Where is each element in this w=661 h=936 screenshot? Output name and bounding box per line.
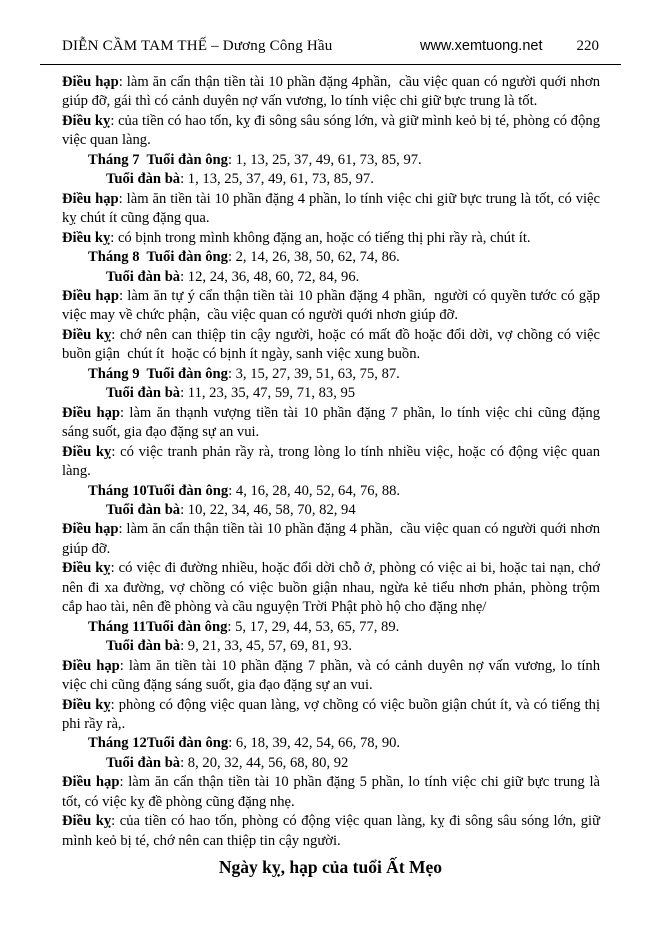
paragraph-text: : 1, 13, 25, 37, 49, 61, 73, 85, 97. (227, 151, 422, 168)
paragraph-text: : làm ăn cẩn thận tiền tài 10 phần đặng 4phần, cầu việc quan có người quới nhơn giúp đỡ, gái thì có cảnh duyên nợ vấn vương, lo tính việc chi giữ bực trung là tốt. (62, 74, 604, 110)
paragraph-text: : 8, 20, 32, 44, 56, 68, 80, 92 (180, 754, 349, 771)
paragraph-label: Tuổi đàn bà (106, 638, 181, 655)
paragraph-text: : 12, 24, 36, 48, 60, 72, 84, 96. (180, 268, 360, 285)
header-divider (40, 64, 621, 65)
paragraph-text: : của tiền có hao tốn, kỵ đi sông sâu sóng lớn, và giữ mình keỏ bị té, phòng có động việc quan làng. (62, 112, 604, 149)
entry-paragraph (62, 773, 604, 812)
paragraph-label: Tuổi đàn bà (106, 268, 181, 285)
paragraph-text: : 6, 18, 39, 42, 54, 66, 78, 90. (228, 735, 401, 752)
paragraph-label: Điều hạp (62, 657, 120, 674)
entry-paragraph (62, 112, 604, 151)
paragraph-label: Điều kỵ (62, 229, 111, 246)
paragraph-text: : 2, 14, 26, 38, 50, 62, 74, 86. (227, 249, 400, 266)
paragraph-label: Điều hạp (62, 404, 121, 421)
paragraph-label: Điều hạp (62, 190, 119, 207)
entry-paragraph (62, 559, 604, 617)
paragraph-label: Tháng 8 Tuổi đàn ông (88, 249, 228, 266)
paragraph-text: : làm ăn tiền tài 10 phần đặng 7 phần, và có cảnh duyên nợ vấn vương, lo tính việc chi cũng đặng sáng suốt, gia đạo đặng sự an vui. (62, 657, 604, 694)
paragraph-label: Điều kỵ (62, 560, 111, 577)
entry-paragraph (62, 287, 604, 326)
paragraph-label: Tháng 7 Tuổi đàn ông (88, 151, 228, 168)
female-ages-line (62, 268, 600, 287)
paragraph-label: Tháng 11Tuổi đàn ông (88, 618, 228, 635)
female-ages-line (62, 384, 600, 403)
page-number: 220 (576, 38, 599, 54)
paragraph-label: Điều kỵ (62, 813, 112, 830)
paragraph-label: Điều hạp (62, 287, 119, 304)
book-title: DIỄN CẦM TAM THẾ – Dương Công Hầu (62, 38, 333, 54)
paragraph-text: : có việc đi đường nhiều, hoặc đổi dời chỗ ở, phòng có việc ai bi, hoặc tai nạn, chớ nên đi xa đường, vợ chồng có việc buồn giận nhau, ngừa kẻ tiểu nhơn phản, phòng trộm cắp hao tài, nên đề phòng và cầu nguyện Trời Phật phò hộ cho đặng nhẹ/ (62, 560, 604, 616)
month-ages-line (62, 365, 600, 384)
entry-paragraph (62, 657, 604, 696)
paragraph-label: Tuổi đàn bà (106, 385, 181, 402)
paragraph-text: : 4, 16, 28, 40, 52, 64, 76, 88. (228, 482, 401, 499)
paragraph-text: : chớ nên can thiệp tin cậy người, hoặc có mất đồ hoặc đổi dời, vợ chồng có việc buồn giận chút ít hoặc có bịnh ít ngày, sanh việc xung buồn. (62, 326, 604, 363)
paragraph-label: Tháng 10Tuổi đàn ông (88, 482, 229, 499)
paragraph-label: Điều kỵ (62, 112, 111, 129)
paragraph-text: : 5, 17, 29, 44, 53, 65, 77, 89. (227, 618, 400, 635)
paragraph-text: : làm ăn cẩn thận tiền tài 10 phần đặng 5 phần, lo tính việc chi giữ bực trung là tốt, có việc kỵ đề phòng cũng đặng nhẹ. (62, 774, 604, 810)
paragraph-label: Tháng 9 Tuổi đàn ông (88, 365, 228, 382)
paragraph-text: : làm ăn tiền tài 10 phần đặng 4 phần, lo tính việc chi giữ bực trung là tốt, có việc kỵ chút ít cũng đặng qua. (62, 190, 604, 227)
closing-section-heading: Ngày kỵ, hạp của tuổi Ất Mẹo (218, 857, 443, 878)
paragraph-text: : làm ăn cẩn thận tiền tài 10 phần đặng 4 phần, cầu việc quan có người quới nhơn giúp đỡ. (62, 521, 604, 557)
paragraph-label: Điều hạp (62, 74, 119, 90)
entry-paragraph (62, 812, 604, 851)
entry-paragraph (62, 696, 604, 735)
paragraph-text: : 3, 15, 27, 39, 51, 63, 75, 87. (227, 365, 400, 382)
entry-paragraph (62, 229, 600, 248)
female-ages-line (62, 501, 600, 520)
paragraph-text: : 11, 23, 35, 47, 59, 71, 83, 95 (180, 385, 356, 402)
paragraph-text: : 1, 13, 25, 37, 49, 61, 73, 85, 97. (180, 171, 374, 188)
paragraph-text: : của tiền có hao tốn, phòng có động việc quan làng, kỵ đi sông sâu sóng lớn, giữ mình keỏ bị té, chớ nên can thiệp tin cậy người. (62, 813, 604, 849)
page-header (62, 38, 599, 55)
paragraph-text: : 9, 21, 33, 45, 57, 69, 81, 93. (180, 638, 352, 655)
female-ages-line (62, 637, 600, 656)
paragraph-label: Tuổi đàn bà (106, 171, 181, 188)
entry-paragraph (62, 190, 604, 229)
female-ages-line (62, 170, 600, 189)
paragraph-text: : làm ăn thạnh vượng tiền tài 10 phần đặng 7 phần, lo tính việc chi cũng đặng sáng suốt, gia đạo đặng sự an vui. (62, 404, 604, 441)
paragraph-label: Điều hạp (62, 521, 119, 538)
paragraph-label: Điều kỵ (62, 696, 111, 713)
paragraph-label: Điều kỵ (62, 326, 112, 343)
entry-paragraph (62, 443, 604, 482)
paragraph-label: Điều hạp (62, 774, 120, 791)
month-ages-line (62, 248, 600, 267)
paragraph-text: : có việc tranh phản rầy rà, trong lòng lo tính nhiều việc, hoặc có động việc quan làng. (62, 443, 604, 480)
paragraph-text: : làm ăn tự ý cẩn thận tiền tài 10 phần đặng 4 phần, người có quyền tước có gặp việc may về chức phận, cầu việc quan có người quới nhơn giúp đỡ. (62, 287, 604, 324)
paragraph-label: Tuổi đàn bà (106, 754, 181, 771)
paragraph-text: : 10, 22, 34, 46, 58, 70, 82, 94 (180, 501, 356, 518)
paragraph-text: : có bịnh trong mình không đặng an, hoặc có tiếng thị phi rầy rà, chút ít. (110, 229, 531, 246)
paragraph-text: : phòng có động việc quan làng, vợ chồng có việc buồn giận chút ít, và có tiếng thị phi rầy rà,. (62, 696, 604, 732)
paragraph-label: Tuổi đàn bà (106, 501, 181, 518)
month-ages-line (62, 734, 600, 753)
document-body (62, 73, 604, 851)
paragraph-label: Tháng 12Tuổi đàn ông (88, 735, 229, 752)
month-ages-line (62, 482, 600, 501)
month-ages-line (62, 151, 600, 170)
entry-paragraph (62, 73, 604, 112)
female-ages-line (62, 754, 600, 773)
entry-paragraph (62, 520, 604, 559)
entry-paragraph (62, 326, 604, 365)
entry-paragraph (62, 404, 604, 443)
paragraph-label: Điều kỵ (62, 443, 112, 460)
website-url: www.xemtuong.net (419, 38, 543, 54)
month-ages-line (62, 618, 600, 637)
